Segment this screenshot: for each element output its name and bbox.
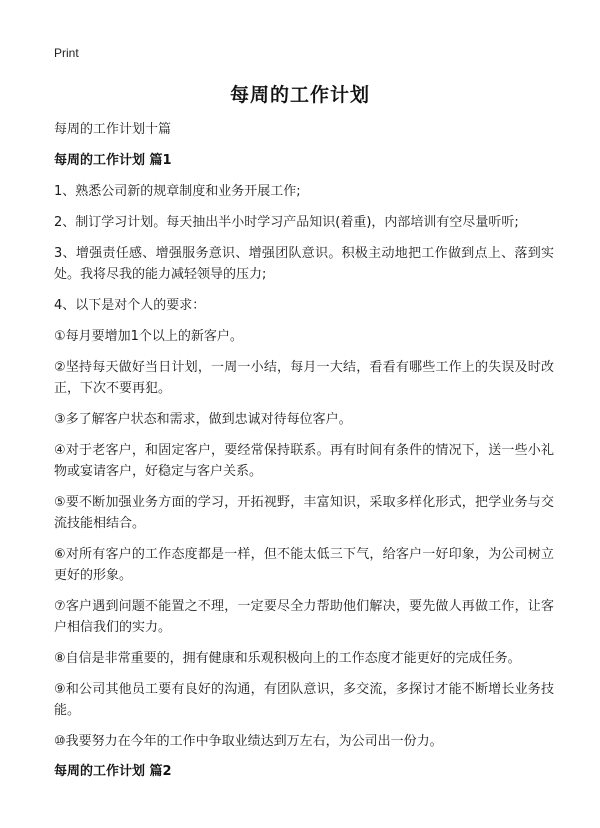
requirement-item-10: ⑩我要努力在今年的工作中争取业绩达到万左右，为公司出一份力。 xyxy=(54,734,443,749)
requirement-item-5: ⑤要不断加强业务方面的学习，开拓视野，丰富知识，采取多样化形式，把学业务与交流技能相结合。 xyxy=(54,495,554,531)
document-title: 每周的工作计划 xyxy=(229,84,370,106)
requirement-item-7: ⑦客户遇到问题不能置之不理，一定要尽全力帮助他们解决，要先做人再做工作，让客户相信我们的实力。 xyxy=(54,599,554,635)
section-heading-2: 每周的工作计划 篇2 xyxy=(54,764,172,779)
paragraph-2: 2、制订学习计划。每天抽出半小时学习产品知识(着重)，内部培训有空尽量听听; xyxy=(54,215,519,230)
paragraph-4: 4、以下是对个人的要求： xyxy=(54,298,206,313)
document-body xyxy=(54,120,554,792)
document-subtitle: 每周的工作计划十篇 xyxy=(54,122,172,137)
paragraph-3: 3、增强责任感、增强服务意识、增强团队意识。积极主动地把工作做到点上、落到实处。我将尽我的能力减轻领导的压力; xyxy=(54,246,554,282)
requirement-item-1: ①每月要增加1个以上的新客户。 xyxy=(54,329,243,344)
section-heading-1: 每周的工作计划 篇1 xyxy=(54,153,172,168)
print-label: Print xyxy=(54,46,79,60)
requirement-item-2: ②坚持每天做好当日计划，一周一小结，每月一大结，看看有哪些工作上的失误及时改正，下次不要再犯。 xyxy=(54,360,554,396)
requirement-item-8: ⑧自信是非常重要的，拥有健康和乐观积极向上的工作态度才能更好的完成任务。 xyxy=(54,651,521,666)
requirement-item-4: ④对于老客户，和固定客户，要经常保持联系。再有时间有条件的情况下，送一些小礼物或宴请客户，好稳定与客户关系。 xyxy=(54,443,554,479)
requirement-item-3: ③多了解客户状态和需求，做到忠诚对待每位客户。 xyxy=(54,412,352,427)
requirement-item-6: ⑥对所有客户的工作态度都是一样，但不能太低三下气，给客户一好印象，为公司树立更好的形象。 xyxy=(54,547,554,583)
requirement-item-9: ⑨和公司其他员工要有良好的沟通，有团队意识，多交流，多探讨才能不断增长业务技能。 xyxy=(54,682,554,718)
paragraph-1: 1、熟悉公司新的规章制度和业务开展工作; xyxy=(54,184,301,199)
